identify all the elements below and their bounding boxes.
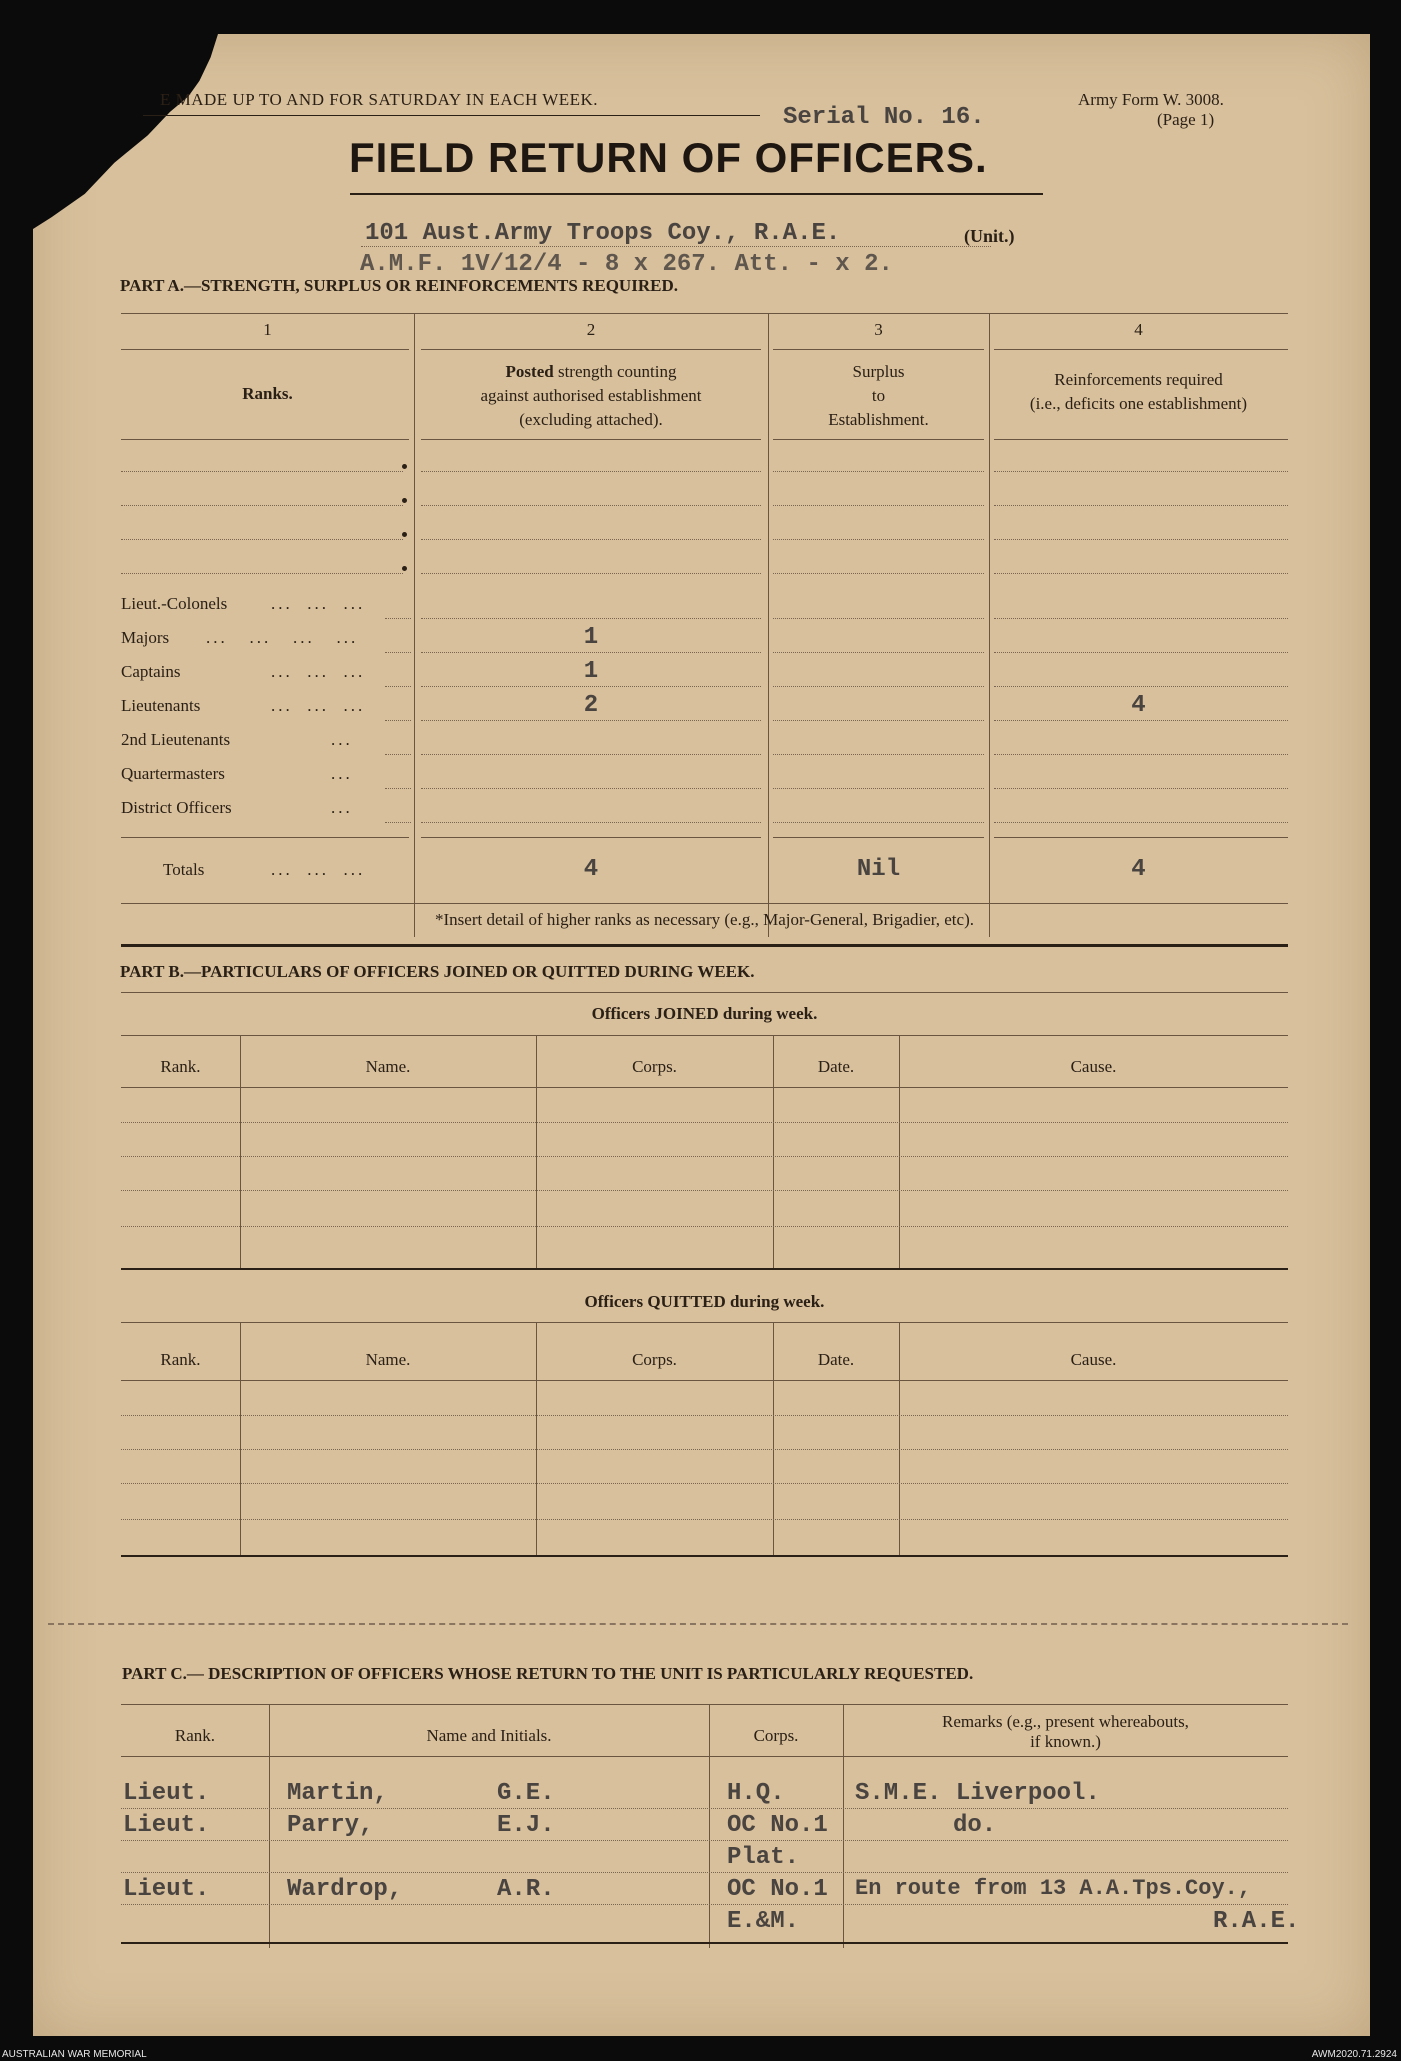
form-title: FIELD RETURN OF OFFICERS.	[349, 134, 988, 181]
surplus-header: Surplus to Establishment.	[828, 362, 929, 429]
part-c-corps: H.Q.	[727, 1780, 785, 1807]
joined-cause-header: Cause.	[1070, 1057, 1117, 1076]
totals-reinforcements: 4	[1131, 856, 1146, 883]
part-c-initials: A.R.	[497, 1876, 555, 1903]
footer-bar	[0, 2049, 1401, 2061]
part-c-corps-cont: Plat.	[727, 1844, 800, 1871]
posted-header: Posted strength counting against authorised establishment (excluding attached).	[480, 362, 702, 429]
part-c-name: Martin,	[287, 1780, 388, 1807]
table-row: 2nd Lieutenants ...	[121, 730, 353, 749]
rank-label: Quartermasters	[121, 764, 225, 783]
joined-rank-header: Rank.	[160, 1057, 201, 1076]
torn-corner	[33, 34, 218, 229]
quitted-name-header: Name.	[365, 1350, 411, 1369]
joined-corps-header: Corps.	[632, 1057, 677, 1076]
joined-date-header: Date.	[817, 1057, 855, 1076]
rank-label: Majors	[121, 628, 170, 647]
amf-reference: A.M.F. 1V/12/4 - 8 x 267. Att. - x 2.	[360, 251, 893, 278]
part-c-remarks: S.M.E. Liverpool.	[855, 1780, 1100, 1807]
part-c-remarks-header: Remarks (e.g., present whereabouts, if known.)	[942, 1712, 1189, 1751]
rank-label: District Officers	[121, 798, 232, 817]
rank-label: Lieutenants	[121, 696, 201, 715]
col-number-4: 4	[1134, 320, 1143, 339]
joined-title: Officers JOINED during week.	[591, 1004, 818, 1023]
title-underline	[350, 193, 1043, 195]
quitted-title: Officers QUITTED during week.	[584, 1292, 825, 1311]
reinforcements-header: Reinforcements required (i.e., deficits one establishment)	[1029, 370, 1248, 413]
col-number-1: 1	[263, 320, 272, 339]
col-number-2: 2	[586, 320, 596, 339]
part-c-rank: Lieut.	[123, 1876, 210, 1903]
page-number: (Page 1)	[1157, 110, 1215, 129]
lieutenants-reinforcements: 4	[1131, 692, 1146, 719]
majors-posted: 1	[583, 624, 599, 651]
col-number-3: 3	[874, 320, 883, 339]
table-row: Lieutenants ... ... ...	[121, 696, 366, 715]
insert-marker	[402, 464, 407, 469]
insert-marker	[402, 566, 407, 571]
part-c-name: Wardrop,	[287, 1876, 403, 1903]
totals-surplus: Nil	[856, 856, 901, 883]
table-row: Majors ... ... ... ...	[121, 628, 359, 647]
part-c-rank: Lieut.	[123, 1812, 210, 1839]
insert-marker	[402, 532, 407, 537]
quitted-cause-header: Cause.	[1070, 1350, 1117, 1369]
table-row: Quartermasters ...	[121, 764, 353, 783]
serial-number: Serial No. 16.	[783, 104, 985, 131]
part-c-initials: E.J.	[497, 1812, 555, 1839]
note-underline	[143, 115, 760, 116]
rank-label: 2nd Lieutenants	[121, 730, 231, 749]
part-c-name: Parry,	[287, 1812, 374, 1839]
part-c-rank: Lieut.	[123, 1780, 210, 1807]
part-c-remarks: do.	[953, 1812, 997, 1839]
part-c-corps: OC No.1	[727, 1812, 828, 1839]
footer-accession: AWM2020.71.2924	[1311, 2049, 1397, 2060]
form-page: E MADE UP TO AND FOR SATURDAY IN EACH WEEK. Serial No. 16. Army Form W. 3008. (Page 1) FIELD RETURN OF OFFICERS. 101 Aust.Army Troops Coy., R.A.E. (Unit.) A.M.F. 1V/12/4 - 8 x 267. Att. - x 2. PART A.—STRENGTH, SURPLUS OR REINFORCEMENTS REQUIRED. 1 2 3 4 Ranks. Posted strength counting against authorised establishment (excluding attached). Surplus to Establishment. Reinforcements required (i.e., deficits one establishment) Lieut.-Colonels ... ... ... Majors ... ... ... ... Captains ... ... ... Lieutenants ... ... ... 2nd Lieutenants ... Quartermasters ... District Officers ... 1 1 2 4 Totals ... ... ... 4 Nil 4 *Insert detail of higher ranks as necessary (e.g., Major-General, Brigadier, etc). PART B.—PARTICULARS OF OFFICERS JOINED OR QUITTED DURING WEEK. Officers JOINED during week. Rank. Name. Corps. Date. Cause. Officers QUITTED during week. Rank. Name. Corps. Date. Cause. PART C.— DESCRIPTION OF OFFICERS WHOSE RETURN TO THE UNIT IS PARTICULARLY REQUESTED. Rank. Name and Initials. Corps. Remarks (e.g., present whereabouts, if known.) Lieut. Martin, G.E. H.Q. S.M.E. Liverpool. Lieut. Parry, E.J. OC No.1 do. Plat. Lieut. Wardrop, A.R. OC No.1 En route from 13 A.A.Tps.Coy., E.&M. R.A.E.	[33, 34, 1370, 2036]
part-c-corps: OC No.1	[727, 1876, 828, 1903]
made-up-note: E MADE UP TO AND FOR SATURDAY IN EACH WEEK.	[160, 90, 599, 109]
rank-label: Lieut.-Colonels	[121, 594, 228, 613]
quitted-corps-header: Corps.	[632, 1350, 677, 1369]
part-c-remarks: En route from 13 A.A.Tps.Coy.,	[855, 1876, 1252, 1901]
part-a-footnote: *Insert detail of higher ranks as necessary (e.g., Major-General, Brigadier, etc).	[435, 910, 974, 929]
part-c-rank-header: Rank.	[174, 1726, 216, 1745]
part-c-initials: G.E.	[497, 1780, 555, 1807]
part-c-heading: PART C.— DESCRIPTION OF OFFICERS WHOSE RETURN TO THE UNIT IS PARTICULARLY REQUESTED.	[122, 1664, 974, 1683]
part-c-corps-header: Corps.	[753, 1726, 799, 1745]
ranks-header: Ranks.	[242, 384, 293, 403]
part-b-heading: PART B.—PARTICULARS OF OFFICERS JOINED OR QUITTED DURING WEEK.	[120, 962, 755, 981]
unit-value: 101 Aust.Army Troops Coy., R.A.E.	[365, 220, 841, 247]
army-form-number: Army Form W. 3008.	[1078, 90, 1224, 109]
lieutenants-posted: 2	[583, 692, 599, 719]
captains-posted: 1	[583, 658, 599, 685]
insert-marker	[402, 498, 407, 503]
totals-label: Totals	[163, 860, 205, 879]
unit-label: (Unit.)	[964, 226, 1015, 246]
part-c-corps-cont: E.&M.	[727, 1908, 800, 1935]
perforation-line	[48, 1623, 1348, 1625]
table-row: Captains ... ... ...	[121, 662, 366, 681]
quitted-date-header: Date.	[817, 1350, 855, 1369]
table-row: District Officers ...	[121, 798, 353, 817]
table-row: Lieut.-Colonels ... ... ...	[121, 594, 366, 613]
part-a-heading: PART A.—STRENGTH, SURPLUS OR REINFORCEMENTS REQUIRED.	[120, 276, 678, 295]
part-c-remarks-cont: R.A.E.	[1213, 1908, 1300, 1935]
footer-credit: AUSTRALIAN WAR MEMORIAL	[2, 2049, 147, 2060]
totals-posted: 4	[583, 856, 599, 883]
part-c-name-header: Name and Initials.	[426, 1726, 552, 1745]
joined-name-header: Name.	[365, 1057, 411, 1076]
rank-label: Captains	[121, 662, 181, 681]
quitted-rank-header: Rank.	[160, 1350, 201, 1369]
